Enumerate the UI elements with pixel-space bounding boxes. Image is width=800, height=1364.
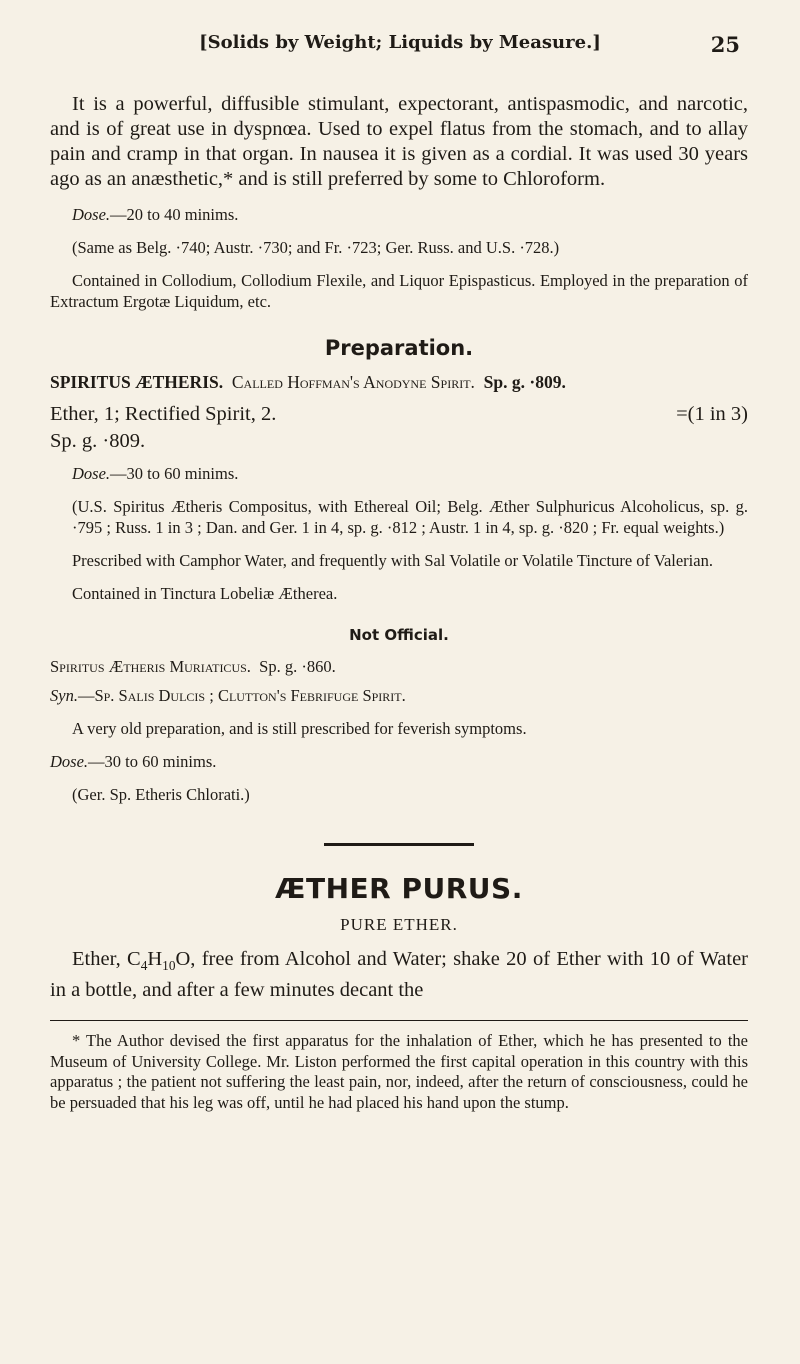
spiritus-aetheris-called: Called Hoffman's Anodyne Spirit.	[231, 372, 475, 392]
preparation-prescribed: Prescribed with Camphor Water, and frequently with Sal Volatile or Volatile Tincture of Valerian.	[72, 551, 713, 570]
intro-dose	[50, 204, 748, 225]
spiritus-aetheris-name: SPIRITUS ÆTHERIS.	[50, 372, 224, 392]
formula-part-c: Ether, C	[72, 948, 141, 970]
dose-label: Dose.	[72, 464, 111, 483]
dose-label: Dose.	[50, 752, 89, 771]
dose-text: —30 to 60 minims.	[88, 752, 217, 771]
not-official-heading: Not Official.	[349, 626, 449, 644]
page-header	[60, 32, 740, 68]
aether-purus-paragraph	[50, 947, 748, 1003]
formula-sub-4: 4	[140, 958, 148, 974]
preparation-heading: Preparation.	[324, 336, 474, 360]
syn-text: —Sp. Salis Dulcis ; Clutton's Febrifuge Spirit.	[77, 686, 406, 705]
section-divider	[324, 843, 474, 846]
preparation-equivalents: (U.S. Spiritus Ætheris Compositus, with Ethereal Oil; Belg. Æther Sulphuricus Alcoholicus, sp. g. ·795 ; Russ. 1 in 3 ; Dan. and Ger. 1 in 4, sp. g. ·812 ; Austr. 1 in 4, sp. g. ·820 ; Fr. equal weights.)	[72, 497, 748, 537]
dose-text: —20 to 40 minims.	[110, 205, 239, 224]
dose-label: Dose.	[72, 205, 111, 224]
footnote-rule	[50, 1020, 748, 1021]
aether-purus-title: ÆTHER PURUS.	[275, 872, 523, 905]
muriaticus-synonym	[50, 685, 748, 706]
syn-label: Syn.	[50, 686, 78, 705]
muriaticus-line	[50, 656, 748, 677]
muriaticus-dose	[50, 751, 748, 772]
formula-spg: Sp. g. ·809.	[50, 430, 146, 452]
formula-left: Ether, 1; Rectified Spirit, 2.	[50, 403, 277, 425]
page-content	[50, 92, 748, 1113]
muriaticus-name: Spiritus Ætheris Muriaticus.	[50, 657, 251, 676]
preparation-dose	[50, 463, 748, 484]
aether-purus-text: O, free from Alcohol and Water; shake 20 of Ether with 10 of Water in a bottle, and after a few minutes decant the	[50, 948, 749, 1002]
muriaticus-spg: Sp. g. ·860.	[259, 657, 336, 676]
intro-contained: Contained in Collodium, Collodium Flexile, and Liquor Epispasticus. Employed in the preparation of Extractum Ergotæ Liquidum, etc.	[50, 271, 748, 311]
footnote: * The Author devised the first apparatus for the inhalation of Ether, which he has presented to the Museum of University College. Mr. Liston performed the first capital operation in this country with this apparatus ; the patient not suffering the least pain, nor, indeed, after the return of consciousness, could he be persuaded that his leg was off, until he had placed his hand upon the stump.	[50, 1031, 748, 1112]
intro-equivalents: (Same as Belg. ·740; Austr. ·730; and Fr. ·723; Ger. Russ. and U.S. ·728.)	[72, 238, 560, 257]
page-number: 25	[710, 32, 740, 57]
formula-part-h: H	[147, 948, 163, 970]
formula-row	[50, 401, 748, 428]
dose-text: —30 to 60 minims.	[110, 464, 239, 483]
muriaticus-description: A very old preparation, and is still prescribed for feverish symptoms.	[72, 719, 527, 738]
running-head: [Solids by Weight; Liquids by Measure.]	[199, 32, 601, 53]
spiritus-aetheris-spg: Sp. g. ·809.	[483, 372, 566, 392]
aether-purus-subtitle: PURE ETHER.	[340, 915, 458, 934]
intro-paragraph: It is a powerful, diffusible stimulant, expectorant, antispasmodic, and narcotic, and is of great use in dyspnœa. Used to expel flatus from the stomach, and to allay pain and cramp in that organ. In nausea it is given as a cordial. It was used 30 years ago as an anæsthetic,* and is still preferred by some to Chloroform.	[50, 93, 748, 190]
spiritus-aetheris-line	[50, 372, 748, 393]
preparation-contained: Contained in Tinctura Lobeliæ Ætherea.	[72, 584, 338, 603]
formula-sub-10: 10	[162, 958, 176, 974]
muriaticus-equivalents: (Ger. Sp. Etheris Chlorati.)	[72, 785, 250, 804]
formula-right: =(1 in 3)	[676, 403, 748, 425]
